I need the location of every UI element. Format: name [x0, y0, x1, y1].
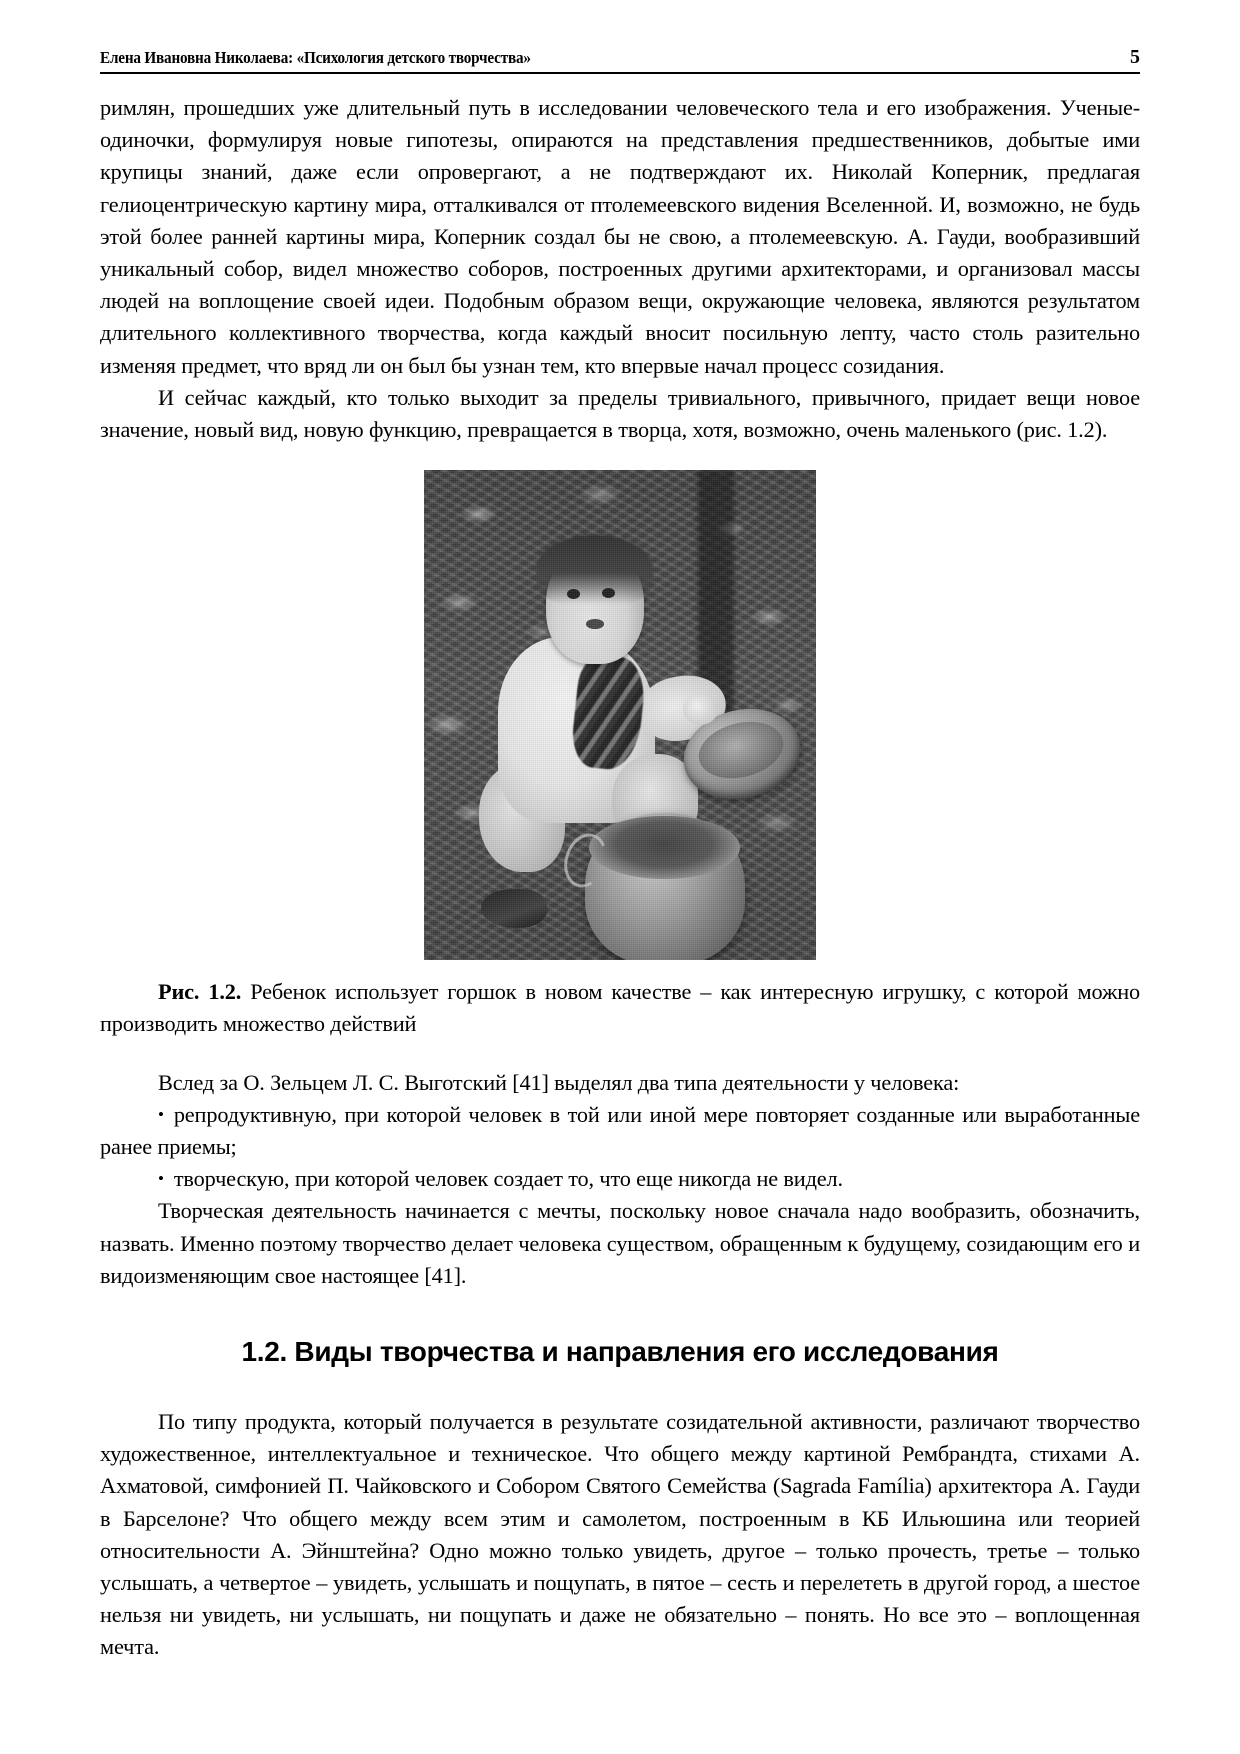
- running-head-title: Елена Ивановна Николаева: «Психология детского творчества»: [100, 48, 531, 67]
- figure-caption-text: Ребенок использует горшок в новом качестве – как интересную игрушку, с которой можно производить множество действий: [100, 979, 1140, 1037]
- paragraph-continuation: римлян, прошедших уже длительный путь в исследовании человеческого тела и его изображения. Ученые-одиночки, формулируя новые гипотезы, опираются на представления предшественников, добытые ими крупицы знаний, даже если опровергают, а не подтверждают их. Николай Коперник, предлагая гелиоцентрическую картину мира, отталкивался от птолемеевского видения Вселенной. И, возможно, не будь этой более ранней картины мира, Коперник создал бы не свою, а птолемеевскую. А. Гауди, вообразивший уникальный собор, видел множество соборов, построенных другими архитекторами, и организовал массы людей на воплощение своей идеи. Подобным образом вещи, окружающие человека, являются результатом длительного коллективного творчества, когда каждый вносит посильную лепту, часто столь разительно изменяя предмет, что вряд ли он был бы узнан тем, кто впервые начал процесс созидания.: [100, 95, 1140, 378]
- paragraph-creator: И сейчас каждый, кто только выходит за пределы тривиального, привычного, придает вещи новое значение, новый вид, новую функцию, превращается в творца, хотя, возможно, очень маленького (рис. 1.2).: [100, 384, 1140, 443]
- bullet-icon: •: [158, 1169, 164, 1189]
- child-hair: [536, 535, 654, 604]
- section-heading-1-2: 1.2. Виды творчества и направления его исследования: [241, 1336, 999, 1368]
- section-body-block: [100, 1406, 1140, 1664]
- paragraph-product-types: По типу продукта, который получается в результате созидательной активности, различают творчество художественное, интеллектуальное и техническое. Что общего между картиной Рембрандта, стихами А. Ахматовой, симфонией П. Чайковского и Собором Святого Семейства (Sagrada Família) архитектора А. Гауди в Барселоне? Что общего между всем этим и самолетом, построенным в КБ Ильюшина или теорией относительности А. Эйнштейна? Одно можно только увидеть, другое – только прочесть, третье – только услышать, а четвертое – увидеть, услышать и пощупать, в пятое – сесть и перелететь в другой город, а шестое нельзя ни увидеть, ни услышать, ни пощупать и даже не обязательно – понять. Но все это – воплощенная мечта.: [100, 1409, 1140, 1660]
- list-section: [100, 1067, 1140, 1292]
- list-item: [100, 1099, 1140, 1163]
- figure-label: Рис. 1.2.: [158, 979, 242, 1005]
- list-item-text: творческую, при которой человек создает то, что еще никогда не видел.: [173, 1166, 843, 1192]
- figure-1-2: [100, 470, 1140, 960]
- list-item: [100, 1163, 1140, 1195]
- child-mouth: [586, 619, 604, 629]
- body-text-block: [100, 92, 1140, 446]
- child-hand: [683, 693, 718, 725]
- list-item-text: репродуктивную, при которой человек в той или иной мере повторяет созданные или выработанные ранее приемы;: [100, 1101, 1140, 1160]
- running-head: [100, 46, 1140, 74]
- photo-child-with-potty: [424, 470, 816, 960]
- page-content: [100, 46, 1140, 1664]
- potty-rim: [589, 816, 740, 880]
- child-eye-right: [602, 588, 615, 598]
- paragraph-after-list: Творческая деятельность начинается с мечты, поскольку новое сначала надо вообразить, обозначить, назвать. Именно поэтому творчество делает человека существом, обращенным к будущему, созидающим его и видоизменяющим свое настоящее [41].: [100, 1198, 1140, 1288]
- page-number: 5: [1130, 46, 1140, 68]
- list-lead-in: Вслед за О. Зельцем Л. С. Выготский [41] выделял два типа деятельности у человека:: [158, 1069, 960, 1095]
- figure-caption: [100, 976, 1140, 1040]
- child-eye-left: [567, 589, 580, 599]
- bullet-icon: •: [158, 1104, 164, 1124]
